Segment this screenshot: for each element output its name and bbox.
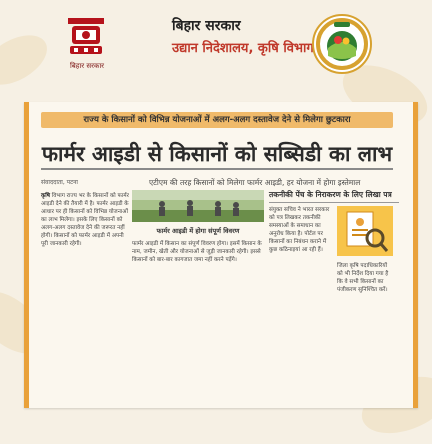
directorate-name: उद्यान निदेशालय, कृषि विभाग: [172, 41, 314, 56]
article-kicker: राज्य के किसानों को विभिन्न योजनाओं में अलग-अलग दस्तावेज देने से मिलेगा छुटकारा: [41, 112, 393, 128]
government-name: बिहार सरकार: [172, 18, 241, 34]
newspaper-clipping: [24, 102, 418, 408]
article-dateline: संवाददाता, पटना: [41, 179, 78, 186]
article-lead-word: कृषि: [41, 193, 50, 199]
bihar-emblem-icon: [66, 16, 106, 58]
department-title: [172, 16, 314, 56]
article-right-text-a: संयुक्त सचिव ने भारत सरकार को पत्र लिखकर तकनीकी समस्याओं के समाधान का अनुरोध किया है। पोर्टल पर किसानों का निबंधन कराने में कुछ कठिनाइयां आ रही हैं।: [269, 207, 330, 253]
article-right-text-b: जिला कृषि पदाधिकारियों को भी निर्देश दिया गया है कि वे सभी किसानों का पंजीकरण सुनिश्चित करें।: [337, 263, 389, 293]
article-mid-text: फार्मर आइडी में किसान का संपूर्ण विवरण होगा। इसमें किसान के नाम, जमीन, खेती और योजनाओं से जुड़ी जानकारी रहेगी। इससे किसानों को बार-बार कागजात जमा नहीं करने पड़ेंगे।: [132, 241, 262, 263]
article-headline: फार्मर आइडी से किसानों को सब्सिडी का लाभ: [41, 140, 393, 170]
page-header: [0, 0, 432, 92]
emblem-caption: बिहार सरकार: [69, 62, 105, 70]
horticulture-seal-icon: [312, 14, 372, 74]
article-column-left: [41, 192, 131, 248]
photo-caption: फार्मर आइडी में होगा संपूर्ण विवरण: [156, 227, 240, 235]
farmers-photo: [132, 190, 264, 222]
document-search-icon: [337, 206, 393, 256]
article-left-text: विभाग राज्य भर के किसानों को फार्मर आइडी देने की तैयारी में है। फार्मर आइडी के आधार पर ही किसानों को विभिन्न योजनाओं का लाभ मिलेगा। इसके लिए किसानों को अलग-अलग दस्तावेज देने की जरूरत नहीं होगी। किसानों को फार्मर आइडी में अपनी पूरी जानकारी रहेगी।: [41, 193, 129, 247]
article-subhead: एटीएम की तरह किसानों को मिलेगा फार्मर आइडी, हर योजना में होगा इस्तेमाल: [149, 178, 361, 187]
sidebar-heading: तकनीकी पेंच के निराकरण के लिए लिखा पत्र: [269, 190, 399, 203]
